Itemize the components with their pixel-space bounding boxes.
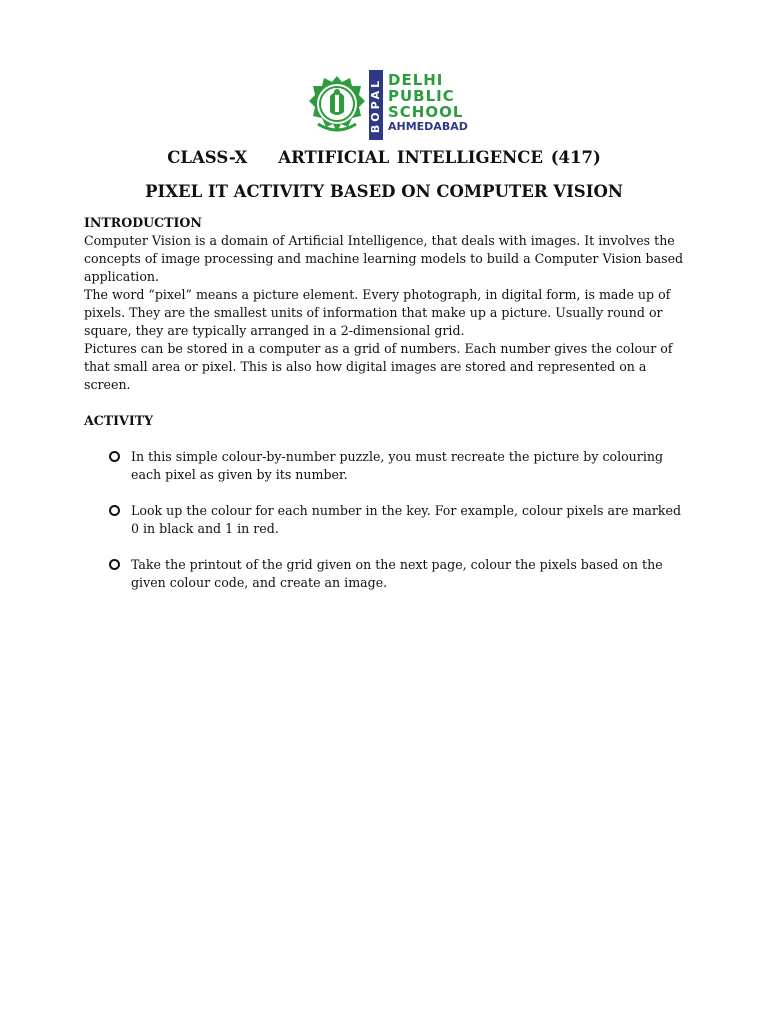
document-body bbox=[84, 214, 690, 610]
school-name-line-1: DELHI bbox=[388, 71, 444, 89]
introduction-heading: INTRODUCTION bbox=[84, 215, 202, 230]
bopal-label: BOPAL bbox=[369, 77, 383, 133]
school-city: AHMEDABAD bbox=[388, 120, 468, 133]
activity-list bbox=[84, 448, 690, 592]
school-logo bbox=[308, 70, 473, 140]
activity-item-text: In this simple colour-by-number puzzle, you must recreate the picture by colouring each pixel as given by its number. bbox=[131, 449, 664, 482]
school-emblem-icon bbox=[308, 74, 366, 138]
hollow-circle-bullet-icon bbox=[109, 451, 120, 462]
activity-item-text: Look up the colour for each number in the key. For example, colour pixels are marked 0 in black and 1 in red. bbox=[131, 503, 682, 536]
activity-item-text: Take the printout of the grid given on the next page, colour the pixels based on the given colour code, and create an image. bbox=[131, 557, 663, 590]
intro-paragraph: Computer Vision is a domain of Artificial Intelligence, that deals with images. It involves the concepts of image processing and machine learning models to build a Computer Vision based application. bbox=[84, 233, 684, 284]
page-subtitle: PIXEL IT ACTIVITY BASED ON COMPUTER VISION bbox=[145, 182, 623, 201]
activity-heading: ACTIVITY bbox=[84, 413, 154, 428]
hollow-circle-bullet-icon bbox=[109, 559, 120, 570]
list-item bbox=[84, 502, 690, 538]
intro-paragraph: Pictures can be stored in a computer as a grid of numbers. Each number gives the colour of that small area or pixel. This is also how digital images are stored and represented on a screen. bbox=[84, 341, 673, 392]
intro-paragraph: The word “pixel” means a picture element. Every photograph, in digital form, is made up of pixels. They are the smallest units of information that make up a picture. Usually round or square, they are typically arranged in a 2-dimensional grid. bbox=[84, 287, 671, 338]
list-item bbox=[84, 448, 690, 484]
page-title: CLASS-X ARTIFICIAL INTELLIGENCE (417) bbox=[167, 148, 601, 167]
hollow-circle-bullet-icon bbox=[109, 505, 120, 516]
bopal-banner bbox=[369, 70, 383, 140]
school-name-line-3: SCHOOL bbox=[388, 103, 464, 121]
list-item bbox=[84, 556, 690, 592]
school-name-line-2: PUBLIC bbox=[388, 87, 455, 105]
school-name bbox=[388, 72, 468, 134]
